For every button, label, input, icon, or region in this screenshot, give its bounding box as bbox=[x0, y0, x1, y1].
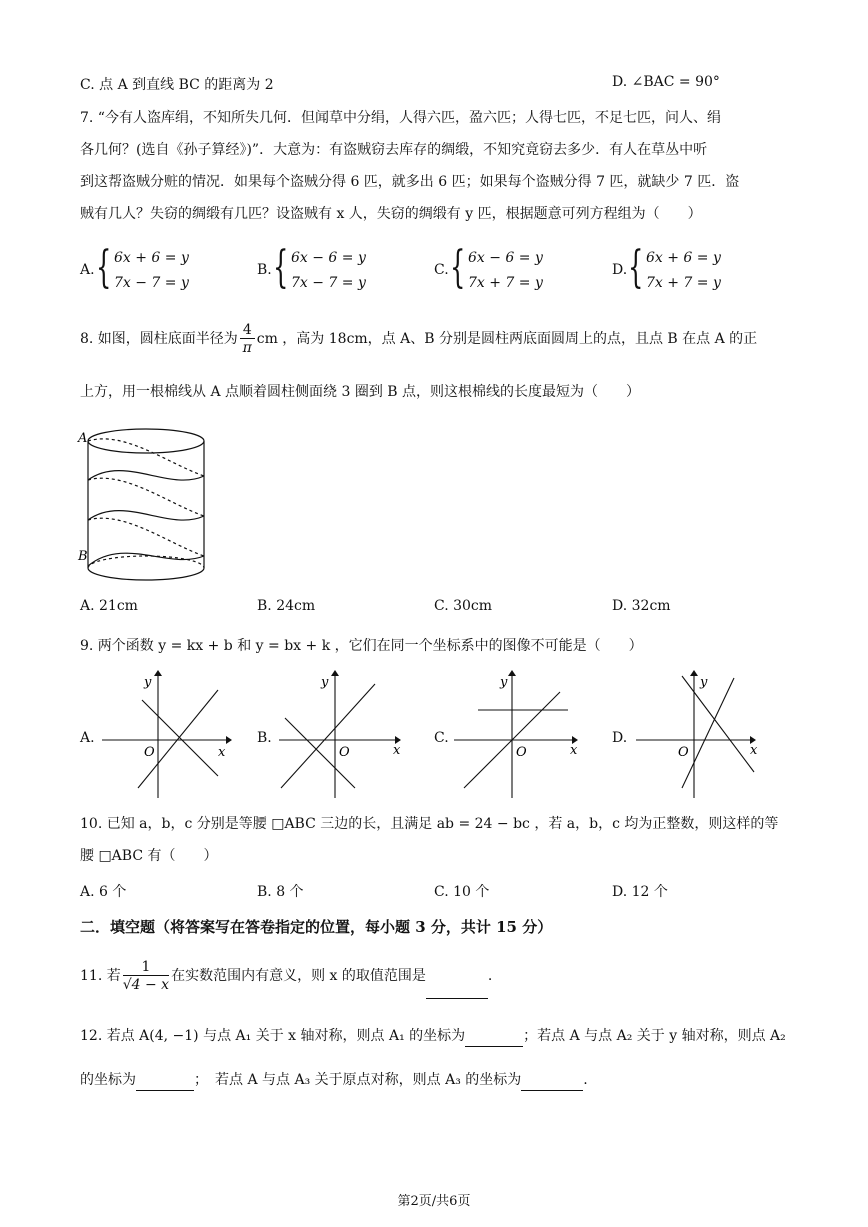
q7-line-1: 7. “今有人盗库绢，不知所失几何．但闻草中分绢，人得六匹，盈六匹；人得七匹，不足七匹，问人、绢 bbox=[80, 110, 721, 126]
x-label: x bbox=[393, 743, 401, 758]
origin-label: O bbox=[678, 745, 689, 760]
q9-graph-b bbox=[275, 670, 415, 805]
q9-graph-d-label: D. bbox=[612, 730, 628, 746]
brace-icon: { bbox=[273, 242, 289, 293]
equation: 6x − 6 = y bbox=[291, 250, 366, 266]
brace-icon: { bbox=[96, 242, 112, 293]
q9-graph-a-label: A. bbox=[80, 730, 95, 746]
q10-line-1: 10. 已知 a，b，c 分别是等腰 □ABC 三边的长，且满足 ab = 24 − bc ，若 a，b，c 均为正整数，则这样的等 bbox=[80, 816, 779, 832]
cylinder-top-ellipse bbox=[88, 429, 204, 453]
equation: 7x − 7 = y bbox=[114, 275, 189, 291]
q7-option-d-system bbox=[628, 242, 778, 296]
section-title: 二．填空题（将答案写在答卷指定的位置，每小题 3 分，共计 15 分） bbox=[80, 918, 553, 936]
answer-blank[interactable] bbox=[136, 1070, 194, 1091]
q9-graph-c bbox=[450, 670, 590, 805]
q7-option-d-label: D. bbox=[612, 262, 628, 278]
equation: 6x + 6 = y bbox=[646, 250, 721, 266]
q10-option-b: B. 8 个 bbox=[257, 884, 304, 900]
q8-option-a: A. 21cm bbox=[80, 598, 138, 614]
q7-option-b-label: B. bbox=[257, 262, 272, 278]
x-label: x bbox=[750, 743, 758, 758]
q8-line-2: 上方，用一根棉线从 A 点顺着圆柱侧面绕 3 圈到 B 点，则这根棉线的长度最短为（ ） bbox=[80, 384, 641, 400]
q10-option-c: C. 10 个 bbox=[434, 884, 490, 900]
q7-line-4: 贼有几人？失窃的绸缎有几匹？设盗贼有 x 人，失窃的绸缎有 y 匹，根据题意可列方程组为（ ） bbox=[80, 206, 702, 222]
fraction: $\frac{1}{√4 - x}$ bbox=[122, 958, 170, 993]
y-arrow-icon bbox=[690, 670, 698, 676]
q7-option-a-label: A. bbox=[80, 262, 95, 278]
y-label: y bbox=[500, 675, 508, 690]
q10-option-d: D. 12 个 bbox=[612, 884, 668, 900]
q7-option-c-label: C. bbox=[434, 262, 449, 278]
q7-option-b-system bbox=[273, 242, 423, 296]
cylinder-bottom-back-arc bbox=[88, 556, 204, 568]
y-arrow-icon bbox=[154, 670, 162, 676]
equation: 7x − 7 = y bbox=[291, 275, 366, 291]
cylinder-figure bbox=[74, 420, 224, 590]
y-label: y bbox=[321, 675, 329, 690]
q9-graph-d bbox=[632, 670, 772, 805]
brace-icon: { bbox=[628, 242, 644, 293]
equation: 7x + 7 = y bbox=[646, 275, 721, 291]
x-label: x bbox=[570, 743, 578, 758]
line-2 bbox=[682, 678, 734, 788]
q9-graph-b-label: B. bbox=[257, 730, 272, 746]
origin-label: O bbox=[339, 745, 350, 760]
origin-label: O bbox=[144, 745, 155, 760]
q9-graph-a bbox=[98, 670, 238, 805]
line-2 bbox=[142, 700, 218, 776]
x-arrow-icon bbox=[226, 736, 232, 744]
x-label: x bbox=[218, 745, 226, 760]
line-1 bbox=[138, 690, 218, 788]
q7-option-c-system bbox=[450, 242, 600, 296]
line-2 bbox=[281, 684, 375, 788]
equation: 7x + 7 = y bbox=[468, 275, 543, 291]
q8-line-1: 8. 如图，圆柱底面半径为 $\frac{4}{\pi}$ cm ，高为 18cm，点 A、B 分别是圆柱两底面圆周上的点，且点 B 在点 A 的正 bbox=[80, 321, 758, 356]
q10-option-a: A. 6 个 bbox=[80, 884, 127, 900]
q9-graph-c-label: C. bbox=[434, 730, 449, 746]
y-label: y bbox=[700, 675, 708, 690]
brace-icon: { bbox=[450, 242, 466, 293]
point-b-label: B bbox=[78, 549, 88, 564]
q12-line-2: 的坐标为 ； 若点 A 与点 A₃ 关于原点对称，则点 A₃ 的坐标为 . bbox=[80, 1070, 588, 1091]
helix-front-1 bbox=[88, 471, 204, 480]
y-label: y bbox=[144, 675, 152, 690]
q10-line-2: 腰 □ABC 有（ ） bbox=[80, 848, 218, 864]
q6-option-d: D. ∠BAC = 90° bbox=[612, 74, 720, 90]
line-1 bbox=[682, 676, 754, 772]
q7-line-3: 到这帮盗贼分赃的情况．如果每个盗贼分得 6 匹，就多出 6 匹；如果每个盗贼分得 7 匹，就缺少 7 匹．盗 bbox=[80, 174, 740, 190]
helix-back-3 bbox=[88, 518, 204, 556]
q7-line-2: 各几何？(选自《孙子算经》)”．大意为：有盗贼窃去库存的绸缎，不知究竟窃去多少．有人在草丛中听 bbox=[80, 142, 708, 158]
helix-back-1 bbox=[88, 439, 204, 476]
page-number: 第2页/共6页 bbox=[397, 1194, 471, 1209]
q8-option-b: B. 24cm bbox=[257, 598, 316, 614]
answer-blank[interactable] bbox=[521, 1070, 583, 1091]
answer-blank[interactable] bbox=[426, 954, 488, 999]
answer-blank[interactable] bbox=[465, 1026, 523, 1047]
q8-option-d: D. 32cm bbox=[612, 598, 671, 614]
q6-option-c: C. 点 A 到直线 BC 的距离为 2 bbox=[80, 77, 274, 93]
q7-option-a-system bbox=[96, 242, 246, 296]
q11-line: 11. 若 $\frac{1}{√4 - x}$ 在实数范围内有意义，则 x 的取值范围是 . bbox=[80, 954, 492, 999]
helix-back-2 bbox=[88, 478, 204, 516]
y-arrow-icon bbox=[508, 670, 516, 676]
origin-label: O bbox=[516, 745, 527, 760]
fraction: $\frac{4}{\pi}$ bbox=[240, 322, 255, 357]
q12-line-1: 12. 若点 A(4, −1) 与点 A₁ 关于 x 轴对称，则点 A₁ 的坐标为 ；若点 A 与点 A₂ 关于 y 轴对称，则点 A₂ bbox=[80, 1026, 786, 1047]
y-arrow-icon bbox=[331, 670, 339, 676]
equation: 6x − 6 = y bbox=[468, 250, 543, 266]
cylinder-bottom-front-arc bbox=[88, 568, 204, 580]
q8-option-c: C. 30cm bbox=[434, 598, 493, 614]
equation: 6x + 6 = y bbox=[114, 250, 189, 266]
q9-question: 9. 两个函数 y = kx + b 和 y = bx + k ，它们在同一个坐标系中的图像不可能是（ ） bbox=[80, 638, 643, 654]
point-a-label: A bbox=[78, 431, 88, 446]
helix-front-2 bbox=[88, 511, 204, 520]
